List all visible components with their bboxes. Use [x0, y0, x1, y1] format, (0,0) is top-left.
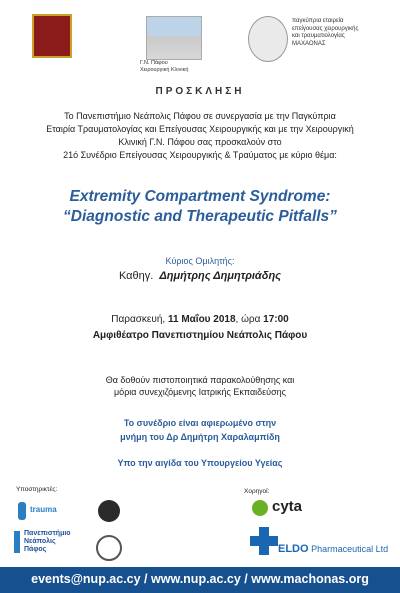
footer-contacts[interactable]: events@nup.ac.cy / www.nup.ac.cy / www.machonas.org — [31, 572, 369, 586]
association-seal-logo — [98, 500, 120, 522]
hospital-caption: Γ.Ν. Πάφου Χειρουργική Κλινική — [140, 60, 189, 73]
eldo-logo-text — [278, 543, 388, 555]
cyta-logo-icon — [252, 500, 268, 516]
cyta-logo-text: cyta — [272, 498, 303, 515]
nup-logo-icon — [14, 531, 20, 553]
intro-line: Κλινική Γ.Ν. Πάφου σας προσκαλούν στο — [118, 137, 282, 147]
intro-line: Το Πανεπιστήμιο Νεάπολις Πάφου σε συνεργασία με την Παγκύπρια — [64, 111, 336, 121]
university-crest-logo — [32, 14, 72, 58]
speaker-name-line — [0, 270, 400, 282]
event-day: Παρασκευή, — [111, 314, 166, 325]
topic-line-2: “Diagnostic and Therapeutic Pitfalls” — [63, 208, 337, 225]
supporters-label: Υποστηρικτές: — [16, 486, 58, 493]
topic-line-1: Extremity Compartment Syndrome: — [69, 188, 331, 205]
society-logo — [248, 16, 288, 62]
ministry-seal-logo — [96, 535, 122, 561]
event-date: 11 Μαΐου 2018 — [167, 314, 236, 325]
speaker-title: Καθηγ. — [118, 270, 154, 282]
speaker-label: Κύριος Ομιλητής: — [165, 256, 235, 266]
intro-line: 21ό Συνέδριο Επείγουσας Χειρουργικής & Τραύματος με κύριο θέμα: — [63, 150, 337, 160]
dedication-line: Το συνέδριο είναι αφιερωμένο στην — [123, 418, 277, 428]
speaker-name: Δημήτρης Δημητριάδης — [159, 270, 282, 282]
event-venue: Αμφιθέατρο Πανεπιστημίου Νεάπολις Πάφου — [92, 330, 308, 341]
conference-topic — [0, 187, 400, 227]
aegis-note: Υπο την αιγίδα του Υπουργείου Υγείας — [117, 458, 283, 468]
event-time-prefix: , ώρα — [235, 314, 261, 325]
dedication-note — [0, 416, 400, 444]
event-time: 17:00 — [263, 314, 289, 325]
intro-text — [0, 110, 400, 162]
eldo-brand-suffix: Pharmaceutical Ltd — [308, 544, 389, 554]
hospital-photo — [146, 16, 202, 60]
certificates-line: μόρια συνεχιζόμενης Ιατρικής Εκπαιδεύσης — [114, 387, 286, 397]
eldo-cross-icon — [250, 527, 278, 555]
event-datetime — [0, 314, 400, 325]
certificates-note — [0, 374, 400, 398]
trauma-logo-text: trauma — [30, 505, 57, 514]
nup-logo-text: Πανεπιστήμιο Νεάπολις Πάφος — [24, 530, 71, 553]
eldo-brand: ELDO — [278, 543, 309, 555]
invitation-title: ΠΡΟΣΚΛΗΣΗ — [155, 86, 245, 97]
society-name: παγκύπρια εταιρεία επείγουσας χειρουργικής και τραυματιολογίας ΜΑΧΑΟΝΑΣ — [292, 18, 359, 47]
trauma-logo-icon — [18, 502, 26, 520]
intro-line: Εταιρία Τραυματολογίας και Επείγουσας Χειρουργικής και με την Χειρουργική — [46, 124, 354, 134]
sponsors-label: Χορηγοί: — [244, 488, 270, 495]
certificates-line: Θα δοθούν πιστοποιητικά παρακολούθησης και — [105, 375, 295, 385]
dedication-line: μνήμη του Δρ Δημήτρη Χαραλαμπίδη — [120, 432, 280, 442]
